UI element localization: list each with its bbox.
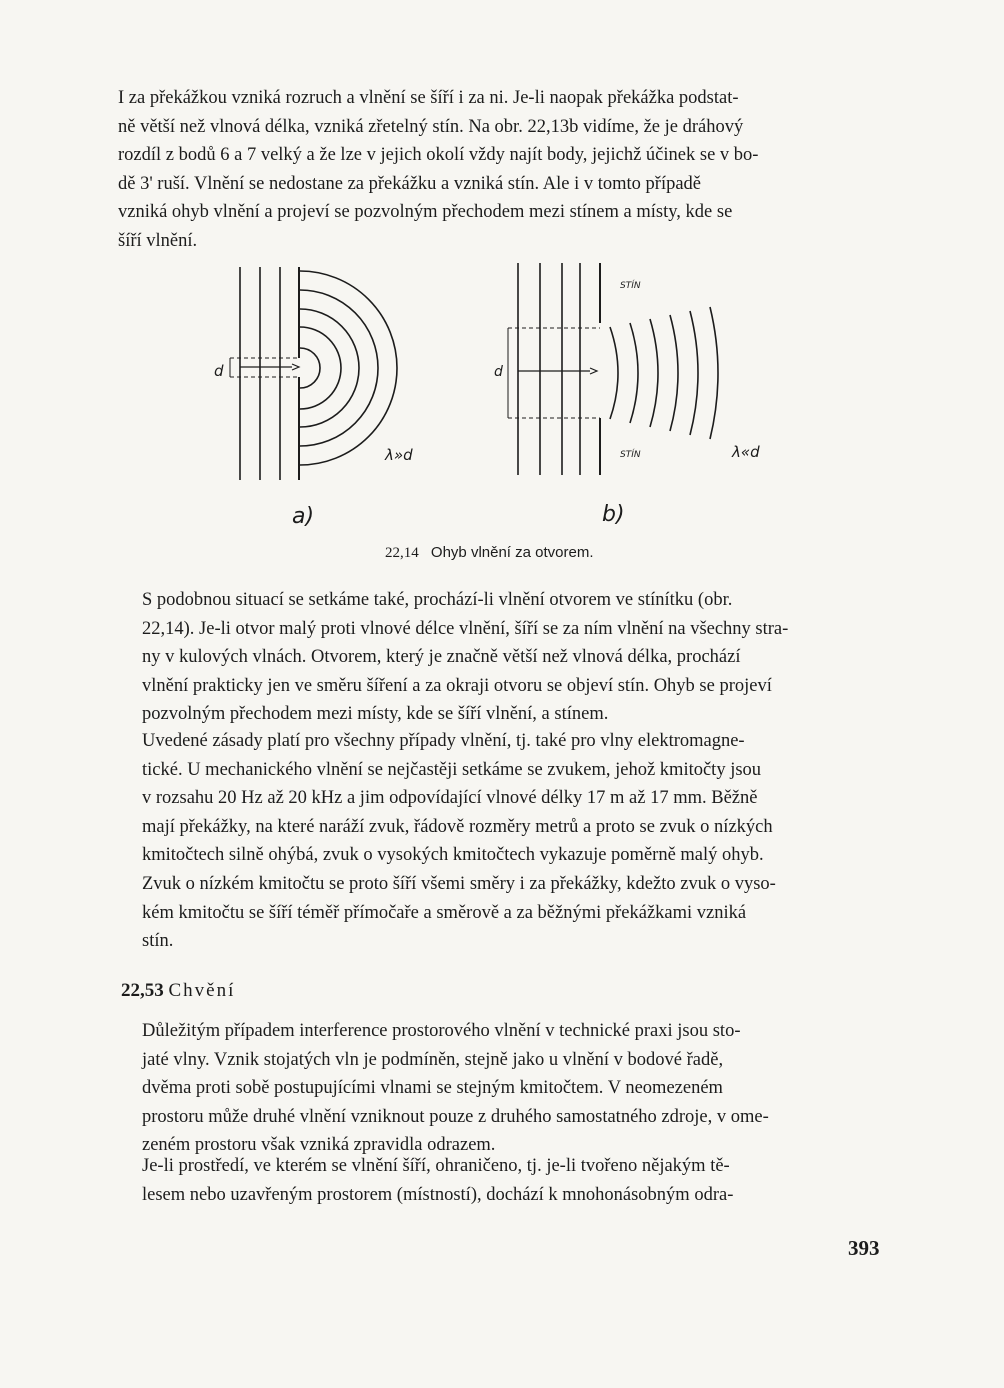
plane-wavefront-arc [630,323,638,423]
text-line: kém kmitočtu se šíří téměř přímočaře a směrově a za běžnými překážkami vzniká [142,902,747,923]
text-line: Je-li prostředí, ve kterém se vlnění šíří, ohraničeno, tj. je-li tvořeno nějakým tě- [142,1156,730,1176]
text-line: 22,14). Je-li otvor malý proti vlnové délce vlnění, šíří se za ním vlnění na všechny stra- [142,618,789,639]
text-line: jaté vlny. Vznik stojatých vln je podmíněn, stejně jako u vlnění v bodové řadě, [142,1049,724,1070]
plane-wavefront-arc [710,307,718,439]
plane-wavefront-arc [650,319,658,427]
text-line: v rozsahu 20 Hz až 20 kHz a jim odpovídající vlnové délky 17 m až 17 mm. Běžně [142,788,758,809]
circular-wavefront-arc [300,271,397,465]
text-line: zeném prostoru však vzniká zpravidla odrazem. [142,1135,496,1156]
text-line: ně větší než vlnová délka, vzniká zřetelný stín. Na obr. 22,13b vidíme, že je dráhový [118,116,744,137]
paragraph-sound-diffraction [118,727,880,956]
paragraph-standing-waves [118,1017,880,1160]
text-line: lesem nebo uzavřeným prostorem (místností), dochází k mnohonásobným odra- [142,1184,734,1205]
text-line: pozvolným přechodem mezi místy, kde se šíří vlnění, a stínem. [142,704,609,725]
text-line: S podobnou situací se setkáme také, prochází-li vlnění otvorem ve stínítku (obr. [142,590,733,610]
arrowhead [292,364,299,370]
shadow-label-top: STÍN [620,281,641,291]
text-line: tické. U mechanického vlnění se nejčastěji setkáme se zvukem, jehož kmitočty jsou [142,759,762,780]
text-line: šíří vlnění. [118,230,198,251]
text-line: mají překážky, na které naráží zvuk, řádově rozměry metrů a proto se zvuk o nízkých [142,816,773,837]
text-line: Zvuk o nízkém kmitočtu se proto šíří všemi směry i za překážky, kdežto zvuk o vyso- [142,873,776,894]
shadow-label-bottom: STÍN [620,450,641,460]
plane-wavefront-arc [670,315,678,431]
arrowhead [590,368,597,374]
section-heading [121,980,235,1002]
panel-label-a: a) [292,504,315,529]
figure-diffraction [200,255,800,530]
caption-number: 22,14 [385,545,419,561]
paragraph-diffraction-obstacle [118,84,880,256]
circular-wavefront-arc [300,348,320,388]
figure-caption [385,544,594,562]
wavelength-relation-b: λ«d [732,443,760,461]
text-line: vzniká ohyb vlnění a projeví se pozvolným přechodem mezi stínem a místy, kde se [118,202,733,223]
text-line: kmitočtech silně ohýbá, zvuk o vysokých kmitočtech vykazuje poměrně malý ohyb. [142,845,764,866]
text-line: dvěma proti sobě postupujícími vlnami se stejným kmitočtem. V neomezeném [142,1078,723,1099]
paragraph-bounded-medium [118,1152,880,1209]
text-line: vlnění prakticky jen ve směru šíření a za okraji otvoru se objeví stín. Ohyb se projeví [142,675,772,696]
wavelength-relation-a: λ»d [385,446,413,464]
plane-wavefront-arc [610,327,618,419]
section-number: 22,53 [121,980,164,1001]
text-line: stín. [142,931,174,952]
circular-wavefront-arc [300,309,359,427]
section-title: Chvění [168,980,236,1001]
paragraph-aperture-diffraction [118,586,880,729]
plane-wavefront-arc [690,311,698,435]
page-number: 393 [848,1236,880,1260]
opening-width-label-a: d [214,362,224,380]
text-line: Uvedené zásady platí pro všechny případy vlnění, tj. také pro vlny elektromagne- [142,731,745,751]
text-line: Důležitým případem interference prostorového vlnění v technické praxi jsou sto- [142,1021,741,1041]
caption-text: Ohyb vlnění za otvorem. [430,544,594,561]
text-line: rozdíl z bodů 6 a 7 velký a že lze v jejich okolí vždy najít body, jejichž účinek se v bo- [118,145,759,166]
circular-wavefront-arc [300,290,378,446]
text-line: dě 3' ruší. Vlnění se nedostane za překážku a vzniká stín. Ale i v tomto případě [118,173,702,194]
opening-width-label-b: d [494,364,503,380]
text-line: prostoru může druhé vlnění vzniknout pouze z druhého samostatného zdroje, v ome- [142,1106,769,1127]
text-line: I za překážkou vzniká rozruch a vlnění se šíří i za ni. Je-li naopak překážka podstat- [118,88,739,108]
text-line: ny v kulových vlnách. Otvorem, který je značně větší než vlnová délka, prochází [142,647,741,668]
panel-label-b: b) [602,502,625,527]
